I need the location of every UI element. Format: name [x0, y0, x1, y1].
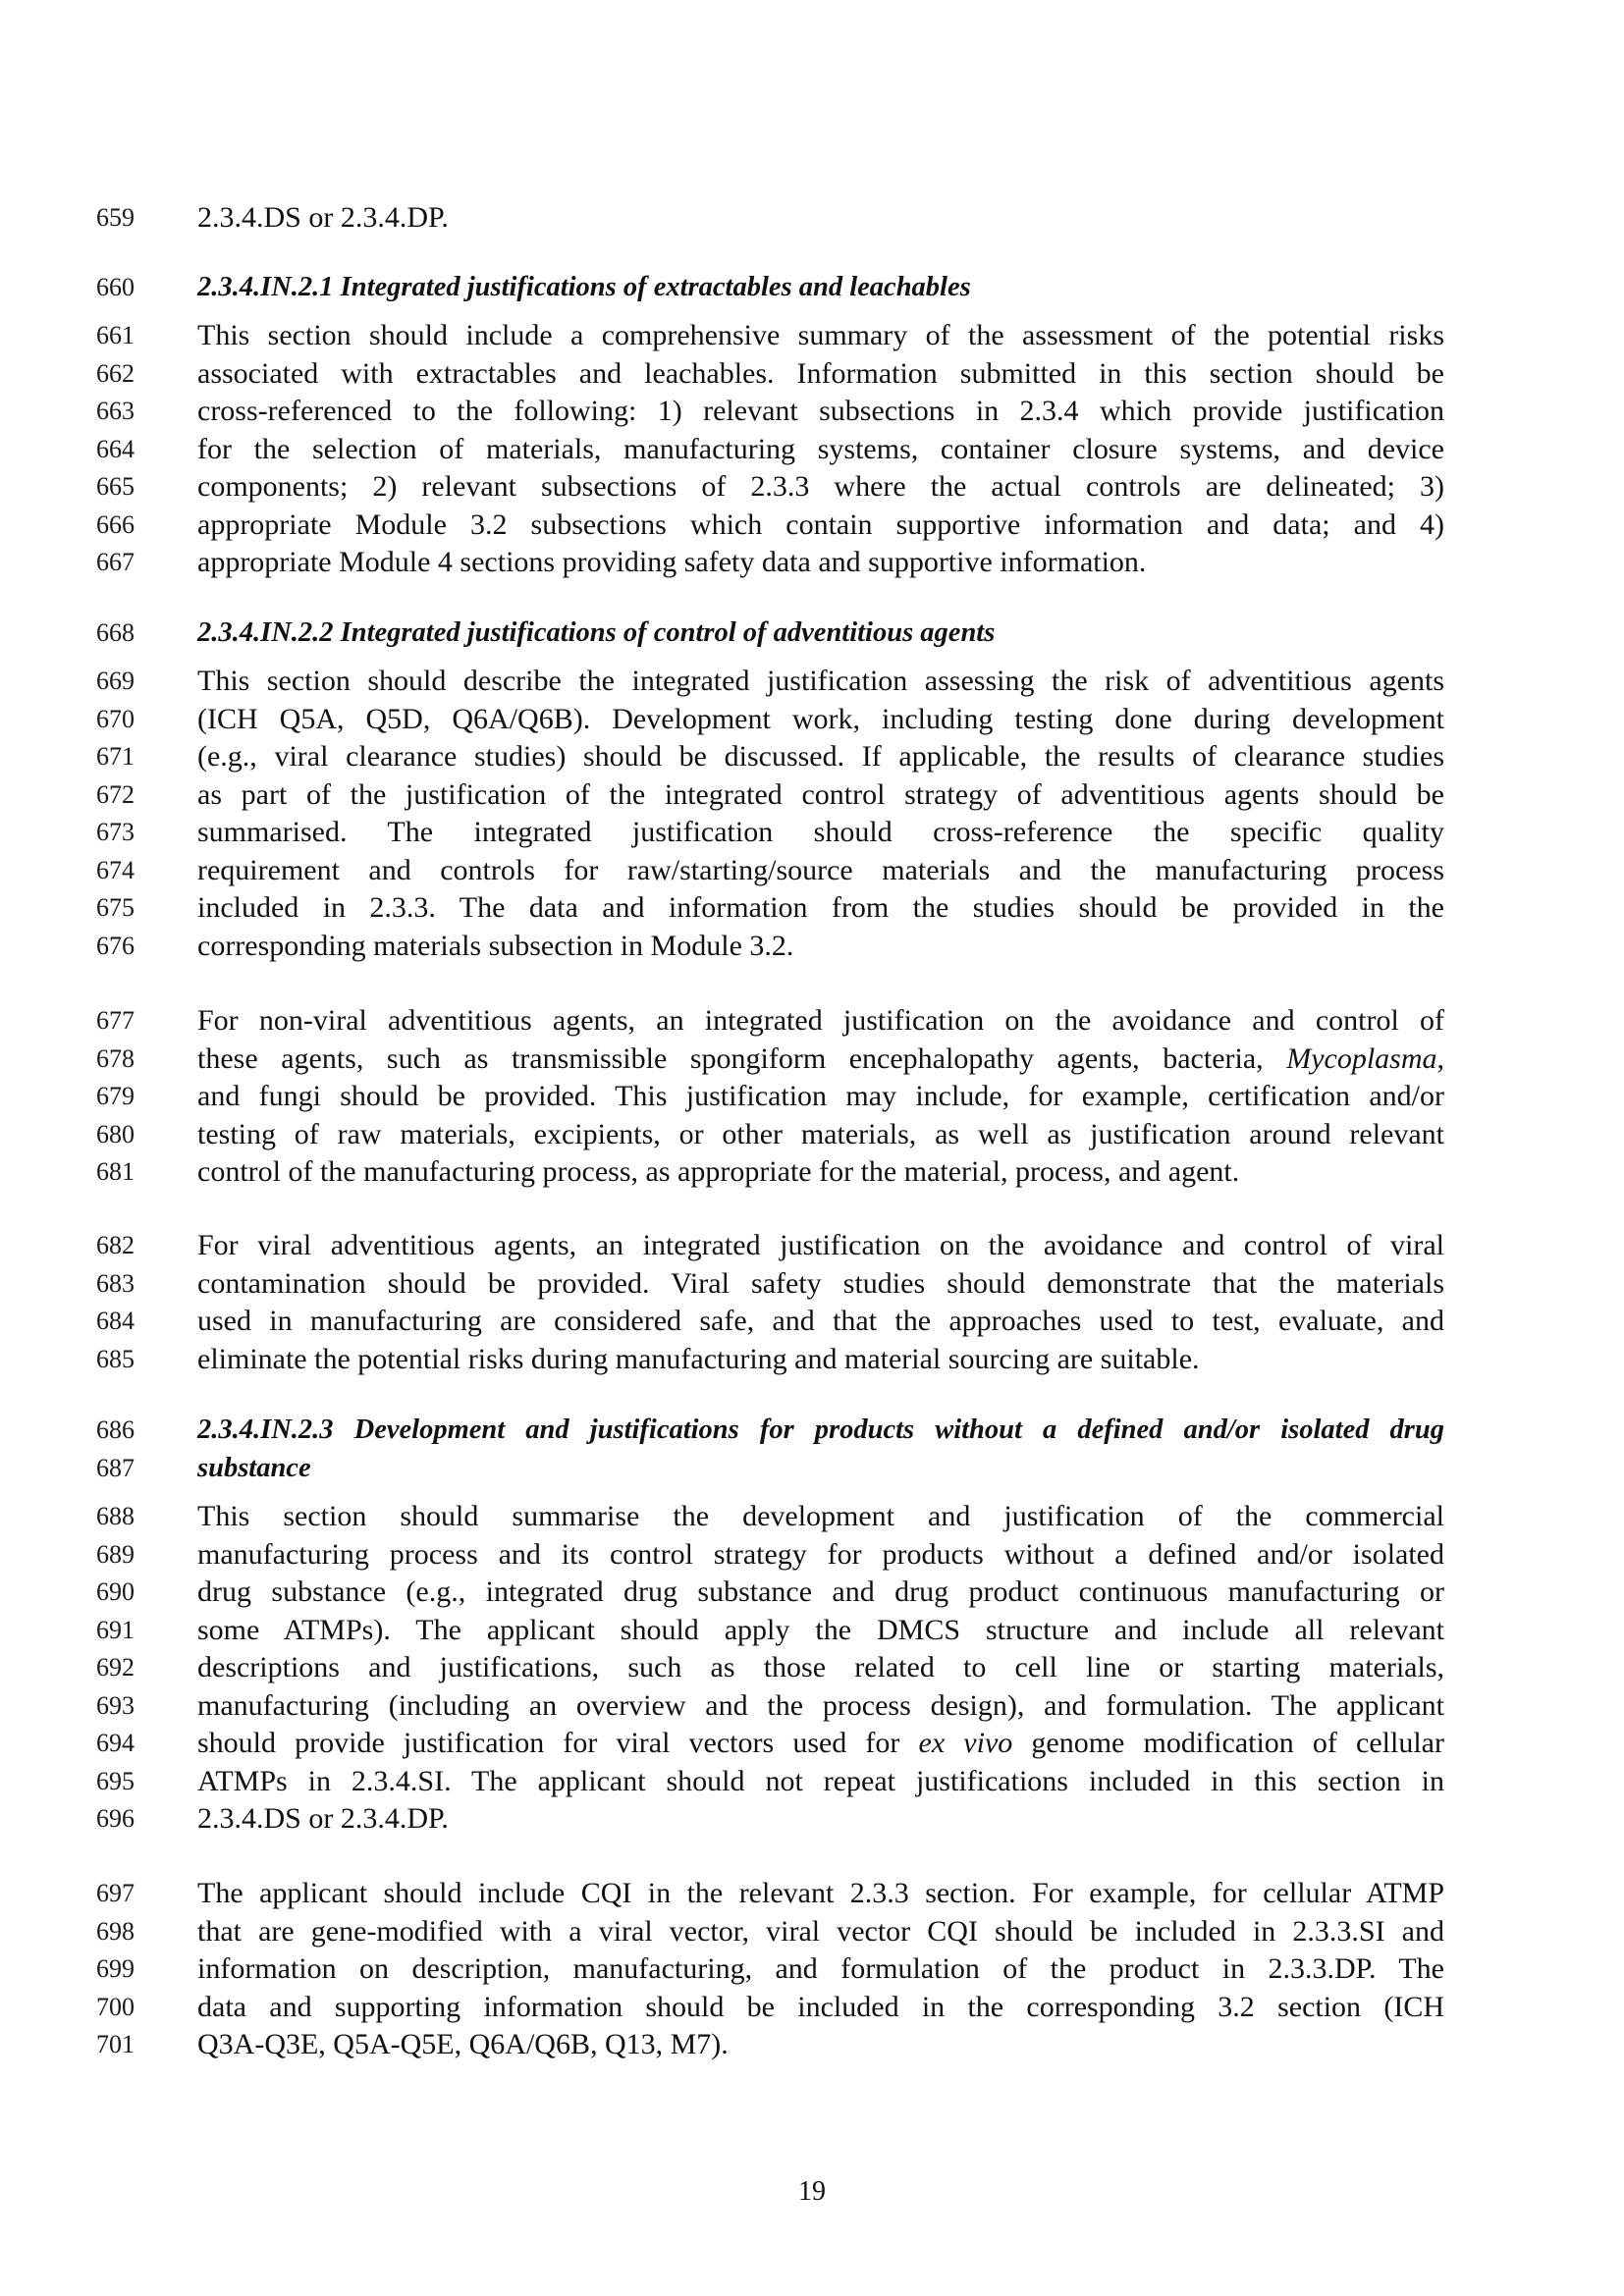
page-number: 19 [798, 2176, 826, 2207]
line-number: 680 [96, 1120, 135, 1148]
body-line: summarised. The integrated justification should cross-reference the specific quality [197, 816, 1444, 848]
italic-term: ex vivo [918, 1727, 1013, 1759]
line-number: 683 [96, 1269, 135, 1298]
line-number: 695 [96, 1767, 135, 1795]
line-number: 673 [96, 818, 135, 846]
body-line: eliminate the potential risks during manufacturing and material sourcing are suitable. [197, 1343, 1200, 1375]
body-line: that are gene-modified with a viral vector, viral vector CQI should be included in 2.3.3.SI and [197, 1915, 1444, 1948]
body-line: For viral adventitious agents, an integrated justification on the avoidance and control of viral [197, 1229, 1444, 1261]
text-segment: these agents, such as transmissible spongiform encephalopathy agents, bacteria, [197, 1042, 1287, 1075]
line-number: 669 [96, 667, 135, 695]
line-number: 679 [96, 1082, 135, 1110]
body-line: cross-referenced to the following: 1) relevant subsections in 2.3.4 which provide justification [197, 395, 1444, 427]
body-line: used in manufacturing are considered safe, and that the approaches used to test, evaluate, and [197, 1305, 1444, 1337]
line-number: 685 [96, 1345, 135, 1373]
body-line: for the selection of materials, manufacturing systems, container closure systems, and device [197, 433, 1444, 465]
line-number: 700 [96, 1993, 135, 2021]
body-line: information on description, manufacturing, and formulation of the product in 2.3.3.DP. The [197, 1952, 1444, 1985]
line-number: 691 [96, 1616, 135, 1644]
body-line: included in 2.3.3. The data and information from the studies should be provided in the [197, 891, 1444, 924]
body-line: data and supporting information should be included in the corresponding 3.2 section (ICH [197, 1991, 1444, 2023]
line-number: 687 [96, 1454, 135, 1482]
line-number: 676 [96, 932, 135, 960]
line-number: 663 [96, 397, 135, 425]
line-number: 664 [96, 435, 135, 463]
line-number: 682 [96, 1231, 135, 1259]
body-line: 2.3.4.DS or 2.3.4.DP. [197, 1802, 449, 1835]
text-segment: , [1436, 1042, 1444, 1075]
body-line: manufacturing process and its control strategy for products without a defined and/or isolated [197, 1538, 1444, 1571]
body-line: This section should summarise the development and justification of the commercial [197, 1500, 1444, 1532]
line-number: 686 [96, 1415, 135, 1444]
body-line: (ICH Q5A, Q5D, Q6A/Q6B). Development work, including testing done during development [197, 703, 1444, 735]
line-number: 701 [96, 2030, 135, 2058]
body-line: (e.g., viral clearance studies) should be discussed. If applicable, the results of clearance studies [197, 740, 1444, 773]
section-heading: 2.3.4.IN.2.2 Integrated justifications of control of adventitious agents [197, 617, 996, 648]
section-heading: 2.3.4.IN.2.1 Integrated justifications of extractables and leachables [197, 272, 971, 302]
line-number: 681 [96, 1157, 135, 1186]
body-line: appropriate Module 4 sections providing safety data and supportive information. [197, 546, 1147, 578]
text-segment: should provide justification for viral vectors used for [197, 1727, 919, 1759]
body-line: drug substance (e.g., integrated drug substance and drug product continuous manufacturing or [197, 1575, 1444, 1608]
body-line: manufacturing (including an overview and the process design), and formulation. The applicant [197, 1689, 1444, 1722]
line-number: 698 [96, 1917, 135, 1946]
body-line: and fungi should be provided. This justification may include, for example, certification and/or [197, 1080, 1444, 1112]
line-number: 661 [96, 321, 135, 349]
line-number: 684 [96, 1307, 135, 1335]
body-line: This section should describe the integrated justification assessing the risk of adventitious agents [197, 665, 1444, 697]
body-line: The applicant should include CQI in the relevant 2.3.3 section. For example, for cellular ATMP [197, 1877, 1444, 1909]
body-line: For non-viral adventitious agents, an integrated justification on the avoidance and control of [197, 1004, 1444, 1037]
body-line [197, 1041, 1444, 1079]
body-line: 2.3.4.DS or 2.3.4.DP. [197, 201, 449, 234]
section-heading: 2.3.4.IN.2.3 Development and justifications for products without a defined and/or isolated drug [197, 1415, 1444, 1445]
body-line: requirement and controls for raw/starting/source materials and the manufacturing process [197, 854, 1444, 886]
body-line: Q3A-Q3E, Q5A-Q5E, Q6A/Q6B, Q13, M7). [197, 2028, 729, 2060]
line-number: 678 [96, 1044, 135, 1073]
line-number: 662 [96, 359, 135, 388]
line-number: 671 [96, 742, 135, 771]
line-number: 675 [96, 893, 135, 922]
text-segment: genome modification of cellular [1012, 1727, 1444, 1759]
line-number: 688 [96, 1502, 135, 1530]
line-number: 674 [96, 856, 135, 884]
line-number: 666 [96, 510, 135, 539]
section-heading: substance [197, 1453, 311, 1483]
body-line: descriptions and justifications, such as those related to cell line or starting materials, [197, 1651, 1444, 1683]
body-line: corresponding materials subsection in Module 3.2. [197, 930, 794, 962]
line-number: 660 [96, 273, 135, 301]
body-line: appropriate Module 3.2 subsections which contain supportive information and data; and 4) [197, 508, 1444, 541]
line-number: 696 [96, 1804, 135, 1833]
body-line: some ATMPs). The applicant should apply the DMCS structure and include all relevant [197, 1614, 1444, 1646]
line-number: 667 [96, 548, 135, 576]
line-number: 670 [96, 705, 135, 733]
line-number: 694 [96, 1729, 135, 1757]
body-line: ATMPs in 2.3.4.SI. The applicant should not repeat justifications included in this section in [197, 1765, 1444, 1797]
body-line [197, 1725, 1444, 1763]
italic-term: Mycoplasma [1286, 1042, 1437, 1075]
body-line: as part of the justification of the integrated control strategy of adventitious agents should be [197, 778, 1444, 811]
body-line: components; 2) relevant subsections of 2.3.3 where the actual controls are delineated; 3) [197, 470, 1444, 503]
line-number: 659 [96, 203, 135, 232]
body-line: associated with extractables and leachables. Information submitted in this section should be [197, 357, 1444, 390]
line-number: 693 [96, 1691, 135, 1720]
body-line: testing of raw materials, excipients, or other materials, as well as justification around relevant [197, 1118, 1444, 1150]
line-number: 668 [96, 618, 135, 647]
line-number: 672 [96, 780, 135, 809]
body-line: This section should include a comprehensive summary of the assessment of the potential risks [197, 319, 1444, 351]
line-number: 699 [96, 1954, 135, 1983]
line-number: 697 [96, 1879, 135, 1907]
line-number: 677 [96, 1006, 135, 1035]
body-line: contamination should be provided. Viral safety studies should demonstrate that the materials [197, 1267, 1444, 1300]
line-number: 689 [96, 1540, 135, 1569]
line-number: 692 [96, 1653, 135, 1682]
line-number: 690 [96, 1577, 135, 1606]
line-number: 665 [96, 472, 135, 501]
body-line: control of the manufacturing process, as appropriate for the material, process, and agent. [197, 1155, 1240, 1188]
